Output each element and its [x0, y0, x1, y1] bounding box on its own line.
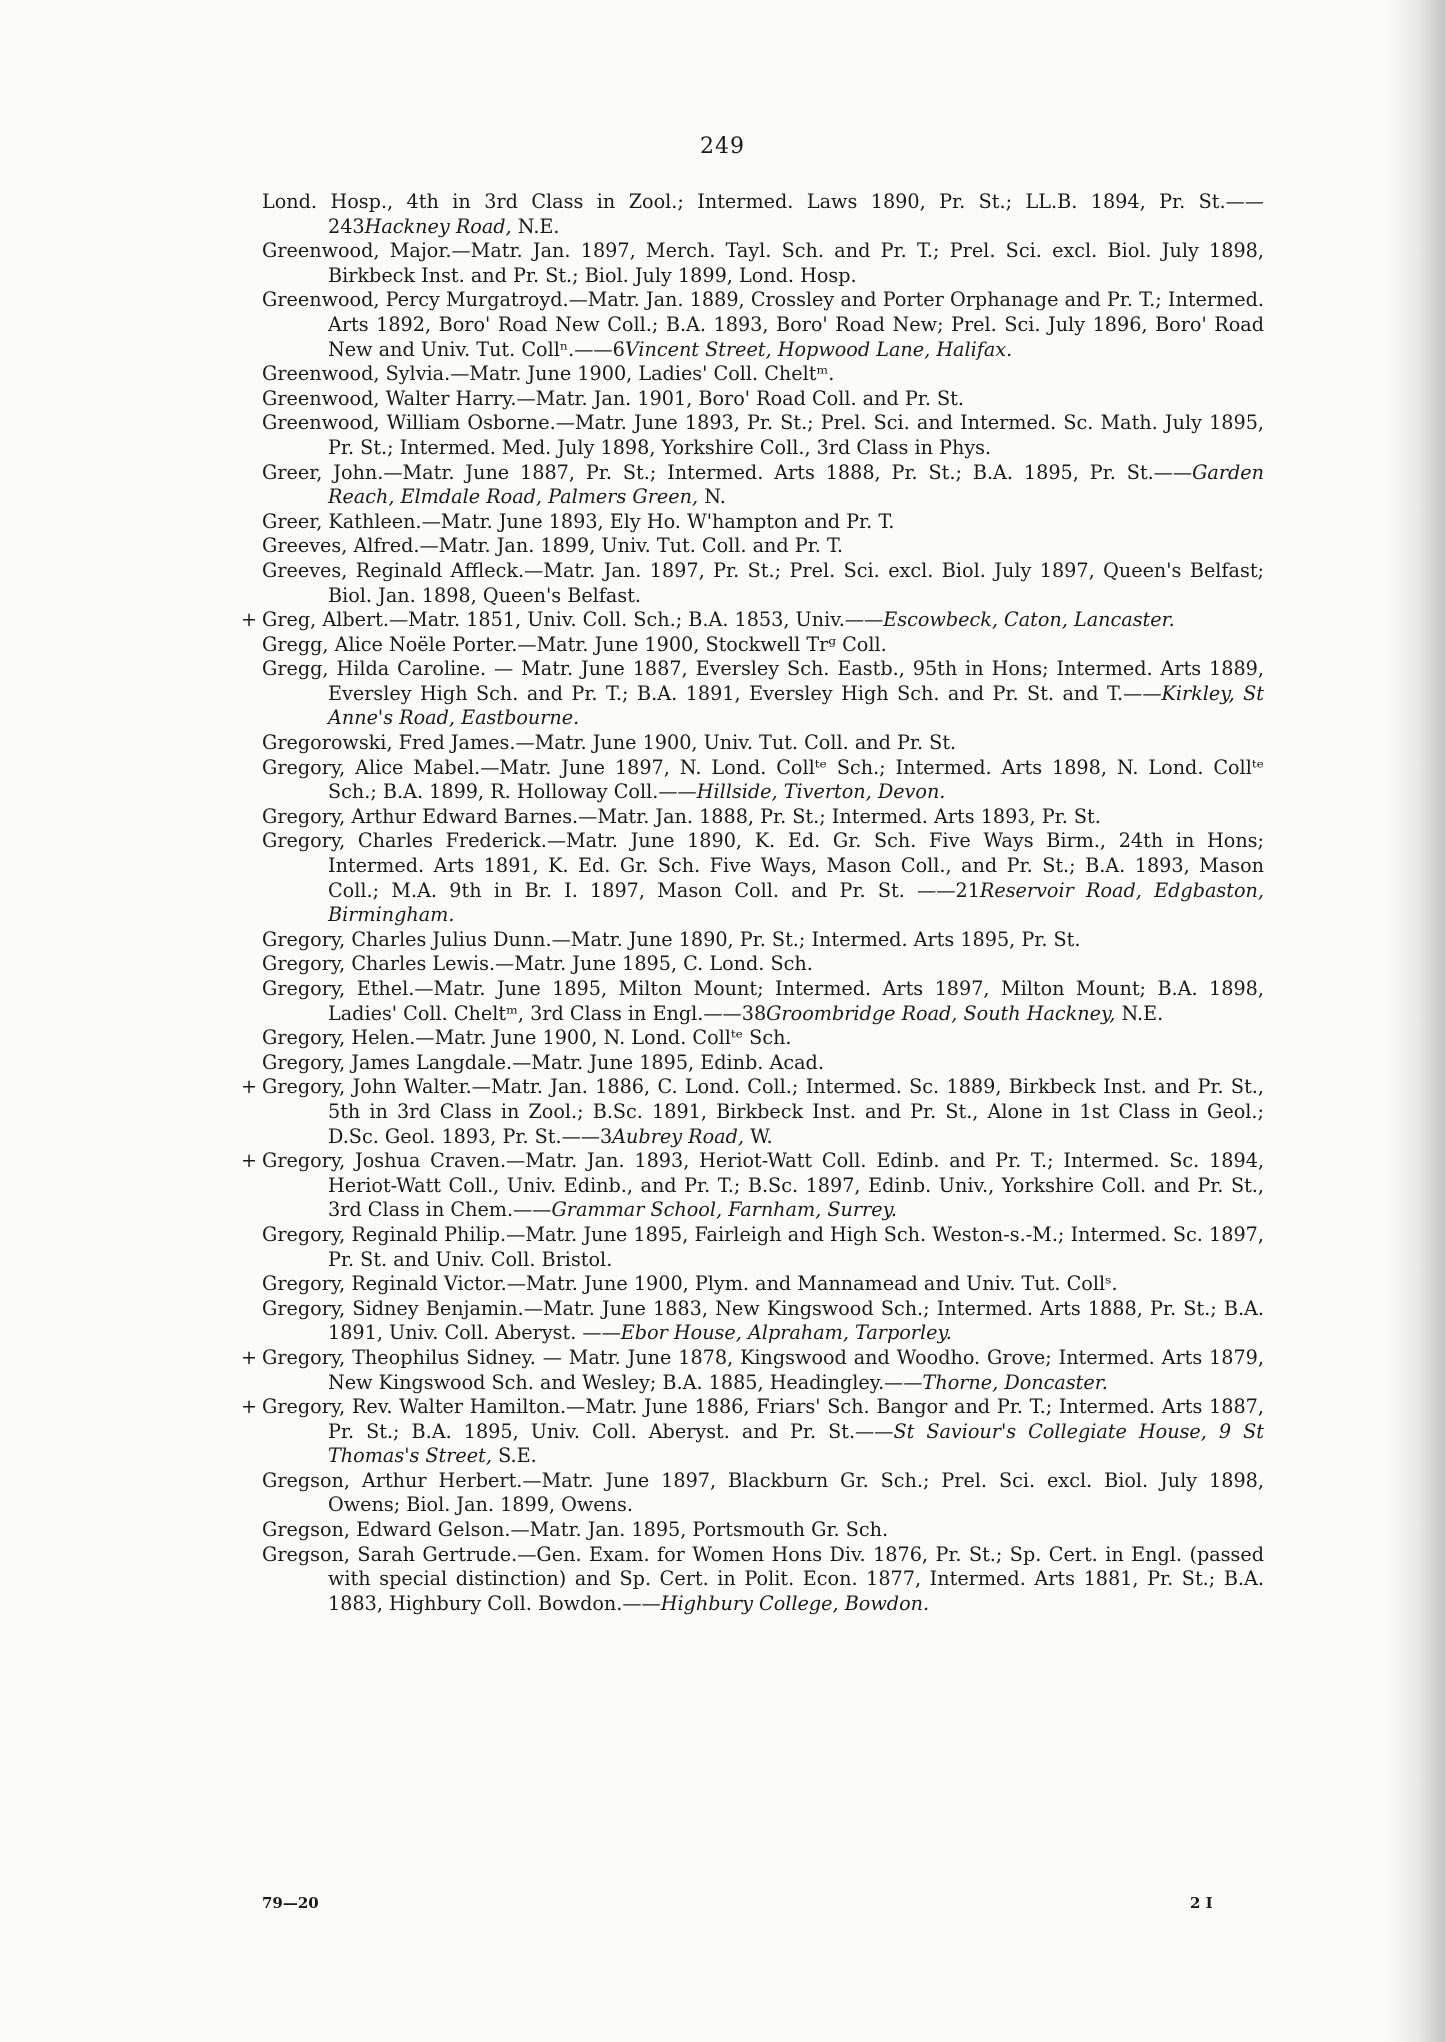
entry-address: Hillside, Tiverton, Devon. — [696, 780, 946, 804]
register-entry — [262, 461, 1264, 510]
register-entry — [262, 510, 1264, 535]
entry-text: Greeves, Reginald Affleck.—Matr. Jan. 1897, Pr. St.; Prel. Sci. excl. Biol. July 1897, Queen's Belfast; Biol. Jan. 1898, Queen's Belfast. — [262, 558, 1264, 607]
entry-text: Gregory, Arthur Edward Barnes.—Matr. Jan. 1888, Pr. St.; Intermed. Arts 1893, Pr. St. — [262, 804, 1101, 828]
entry-text: Greenwood, William Osborne.—Matr. June 1893, Pr. St.; Prel. Sci. and Intermed. Sc. Math. July 1895, Pr. St.; Intermed. Med. July 1898, Yorkshire Coll., 3rd Class in Phys. — [262, 411, 1264, 459]
register-entry — [262, 1051, 1264, 1076]
register-entry — [262, 239, 1264, 288]
deceased-mark: + — [240, 1395, 258, 1419]
register-entry — [262, 1026, 1264, 1051]
entry-address-tail: S.E. — [498, 1444, 537, 1468]
entry-address-tail: W. — [750, 1124, 773, 1148]
entry-text: Greer, Kathleen.—Matr. June 1893, Ely Ho. W'hampton and Pr. T. — [262, 509, 895, 533]
entry-text: Gregory, Charles Lewis.—Matr. June 1895, C. Lond. Sch. — [262, 952, 813, 976]
register-entry — [262, 805, 1264, 830]
register-entry — [262, 288, 1264, 362]
entry-text: Gregg, Alice Noële Porter.—Matr. June 1900, Stockwell Trᵍ Coll. — [262, 632, 887, 656]
deceased-mark: + — [240, 1149, 258, 1173]
register-entry — [240, 1345, 1264, 1395]
entry-text: Greenwood, Walter Harry.—Matr. Jan. 1901, Boro' Road Coll. and Pr. St. — [262, 386, 964, 410]
entry-address: Garden Reach, Elmdale Road, Palmers Green, — [328, 460, 1264, 509]
entry-address: Kirkley, St Anne's Road, Eastbourne. — [328, 681, 1265, 730]
entry-address-tail: N. — [704, 485, 726, 509]
register-entry — [262, 928, 1264, 953]
entry-address: Grammar School, Farnham, Surrey. — [551, 1198, 897, 1222]
register-entry — [240, 1149, 1264, 1223]
register-entry — [262, 731, 1264, 756]
entry-text: Gregson, Edward Gelson.—Matr. Jan. 1895, Portsmouth Gr. Sch. — [262, 1518, 889, 1542]
entry-address: St Saviour's Collegiate House, 9 St Thomas's Street, — [328, 1419, 1265, 1468]
register-entry — [262, 1518, 1264, 1543]
entry-address-tail: N.E. — [517, 214, 560, 238]
page-number: 249 — [700, 134, 745, 159]
register-entry — [262, 1543, 1264, 1617]
entry-text: Gregson, Arthur Herbert.—Matr. June 1897, Blackburn Gr. Sch.; Prel. Sci. excl. Biol. July 1898, Owens; Biol. Jan. 1899, Owens. — [262, 1468, 1264, 1517]
entry-address: Groombridge Road, South Hackney, — [766, 1001, 1116, 1025]
register-entry — [262, 1223, 1264, 1272]
register-entry — [262, 387, 1264, 412]
entry-text: Gregory, Reginald Philip.—Matr. June 1895, Fairleigh and High Sch. Weston-s.-M.; Intermed. Sc. 1897, Pr. St. and Univ. Coll. Bristol. — [262, 1222, 1264, 1271]
register-entry — [262, 756, 1264, 805]
entry-address: Highbury College, Bowdon. — [660, 1591, 930, 1615]
entry-text: Gregorowski, Fred James.—Matr. June 1900, Univ. Tut. Coll. and Pr. St. — [262, 731, 957, 755]
entry-text: Greg, Albert.—Matr. 1851, Univ. Coll. Sch.; B.A. 1853, Univ.—— — [262, 608, 884, 632]
entry-text: Gregory, Theophilus Sidney. — Matr. June 1878, Kingswood and Woodho. Grove; Intermed. Arts 1879, New Kingswood Sch. and Wesley; B.A. 1885, Headingley.—— — [262, 1345, 1264, 1394]
register-entry — [262, 1297, 1264, 1346]
entry-text: Gregory, Ethel.—Matr. June 1895, Milton Mount; Intermed. Arts 1897, Milton Mount; B.A. 1898, Ladies' Coll. Cheltᵐ, 3rd Class in Engl.——38 — [262, 977, 1264, 1025]
sheet-mark: 2 I — [1190, 1894, 1213, 1912]
register-entries — [240, 190, 1265, 1616]
register-entry — [262, 362, 1264, 387]
register-entry — [262, 1469, 1264, 1518]
signature-mark: 79—20 — [262, 1894, 319, 1912]
register-entry — [262, 534, 1264, 559]
register-entry — [262, 411, 1264, 460]
register-entry — [262, 190, 1264, 239]
register-entry — [262, 633, 1264, 658]
entry-address: Reservoir Road, Edgbaston, Birmingham. — [328, 878, 1264, 927]
entry-text: Greeves, Alfred.—Matr. Jan. 1899, Univ. Tut. Coll. and Pr. T. — [262, 534, 844, 558]
entry-address: Thorne, Doncaster. — [922, 1370, 1108, 1394]
entry-text: Greer, John.—Matr. June 1887, Pr. St.; Intermed. Arts 1888, Pr. St.; B.A. 1895, Pr. St.—— — [262, 460, 1193, 484]
deceased-mark: + — [240, 1345, 258, 1369]
register-entry — [240, 1395, 1265, 1469]
entry-text: Greenwood, Sylvia.—Matr. June 1900, Ladies' Coll. Cheltᵐ. — [262, 362, 835, 386]
register-entry — [240, 608, 1264, 633]
deceased-mark: + — [240, 1075, 258, 1099]
entry-address: Escowbeck, Caton, Lancaster. — [883, 608, 1175, 632]
entry-address: Hackney Road, — [364, 214, 512, 238]
register-entry — [262, 977, 1264, 1026]
register-entry — [262, 952, 1264, 977]
register-entry — [262, 559, 1264, 608]
entry-text: Gregory, Rev. Walter Hamilton.—Matr. June 1886, Friars' Sch. Bangor and Pr. T.; Intermed. Arts 1887, Pr. St.; B.A. 1895, Univ. Coll. Aberyst. and Pr. St.—— — [262, 1395, 1264, 1443]
register-entry — [262, 829, 1264, 927]
register-entry — [262, 1272, 1264, 1297]
entry-text: Gregory, Charles Frederick.—Matr. June 1890, K. Ed. Gr. Sch. Five Ways Birm., 24th in Hons; Intermed. Arts 1891, K. Ed. Gr. Sch. Five Ways, Mason Coll., and Pr. St.; B.A. 1893, Mason Coll.; M.A. 9th in Br. I. 1897, Mason Coll. and Pr. St. ——21 — [262, 829, 1264, 902]
entry-text: Gregg, Hilda Caroline. — Matr. June 1887, Eversley Sch. Eastb., 95th in Hons; Intermed. Arts 1889, Eversley High Sch. and Pr. T.; B.A. 1891, Eversley High Sch. and Pr. St. and T.—— — [262, 657, 1264, 705]
register-entry — [262, 657, 1264, 731]
entry-address: Aubrey Road, — [612, 1124, 744, 1148]
entry-text: Gregory, Sidney Benjamin.—Matr. June 1883, New Kingswood Sch.; Intermed. Arts 1888, Pr. St.; B.A. 1891, Univ. Coll. Aberyst. —— — [262, 1296, 1264, 1345]
register-entry — [240, 1075, 1264, 1149]
entry-text: Gregory, Helen.—Matr. June 1900, N. Lond. Collᵗᵉ Sch. — [262, 1026, 792, 1050]
page-edge-shadow — [1385, 0, 1445, 2042]
deceased-mark: + — [240, 608, 258, 632]
entry-text: Gregory, Reginald Victor.—Matr. June 1900, Plym. and Mannamead and Univ. Tut. Collˢ. — [262, 1272, 1118, 1296]
entry-address-tail: N.E. — [1121, 1001, 1164, 1025]
entry-text: Gregson, Sarah Gertrude.—Gen. Exam. for Women Hons Div. 1876, Pr. St.; Sp. Cert. in Engl. (passed with special distinction) and Sp. Cert. in Polit. Econ. 1877, Intermed. Arts 1881, Pr. St.; B.A. 1883, Highbury Coll. Bowdon.—— — [262, 1542, 1264, 1615]
entry-text: Greenwood, Percy Murgatroyd.—Matr. Jan. 1889, Crossley and Porter Orphanage and Pr. T.; Intermed. Arts 1892, Boro' Road New Coll.; B.A. 1893, Boro' Road New; Prel. Sci. July 1896, Boro' Road New and Univ. Tut. Collⁿ.——6 — [262, 288, 1264, 361]
entry-text: Gregory, Joshua Craven.—Matr. Jan. 1893, Heriot-Watt Coll. Edinb. and Pr. T.; Intermed. Sc. 1894, Heriot-Watt Coll., Univ. Edinb., and Pr. T.; B.Sc. 1897, Edinb. Univ., Yorkshire Coll. and Pr. St., 3rd Class in Chem.—— — [262, 1149, 1264, 1222]
entry-text: Gregory, John Walter.—Matr. Jan. 1886, C. Lond. Coll.; Intermed. Sc. 1889, Birkbeck Inst. and Pr. St., 5th in 3rd Class in Zool.; B.Sc. 1891, Birkbeck Inst. and Pr. St., Alone in 1st Class in Geol.; D.Sc. Geol. 1893, Pr. St.——3 — [262, 1075, 1264, 1148]
entry-text: Gregory, James Langdale.—Matr. June 1895, Edinb. Acad. — [262, 1050, 824, 1074]
entry-address: Ebor House, Alpraham, Tarporley. — [620, 1321, 952, 1345]
entry-text: Lond. Hosp., 4th in 3rd Class in Zool.; Intermed. Laws 1890, Pr. St.; LL.B. 1894, Pr. St.——243 — [262, 190, 1264, 238]
entry-address: Vincent Street, Hopwood Lane, Halifax. — [624, 337, 1013, 361]
entry-text: Gregory, Alice Mabel.—Matr. June 1897, N. Lond. Collᵗᵉ Sch.; Intermed. Arts 1898, N. Lond. Collᵗᵉ Sch.; B.A. 1899, R. Holloway Coll.—— — [262, 755, 1264, 804]
entry-text: Greenwood, Major.—Matr. Jan. 1897, Merch. Tayl. Sch. and Pr. T.; Prel. Sci. excl. Biol. July 1898, Birkbeck Inst. and Pr. St.; Biol. July 1899, Lond. Hosp. — [262, 239, 1264, 287]
entry-text: Gregory, Charles Julius Dunn.—Matr. June 1890, Pr. St.; Intermed. Arts 1895, Pr. St. — [262, 927, 1081, 951]
